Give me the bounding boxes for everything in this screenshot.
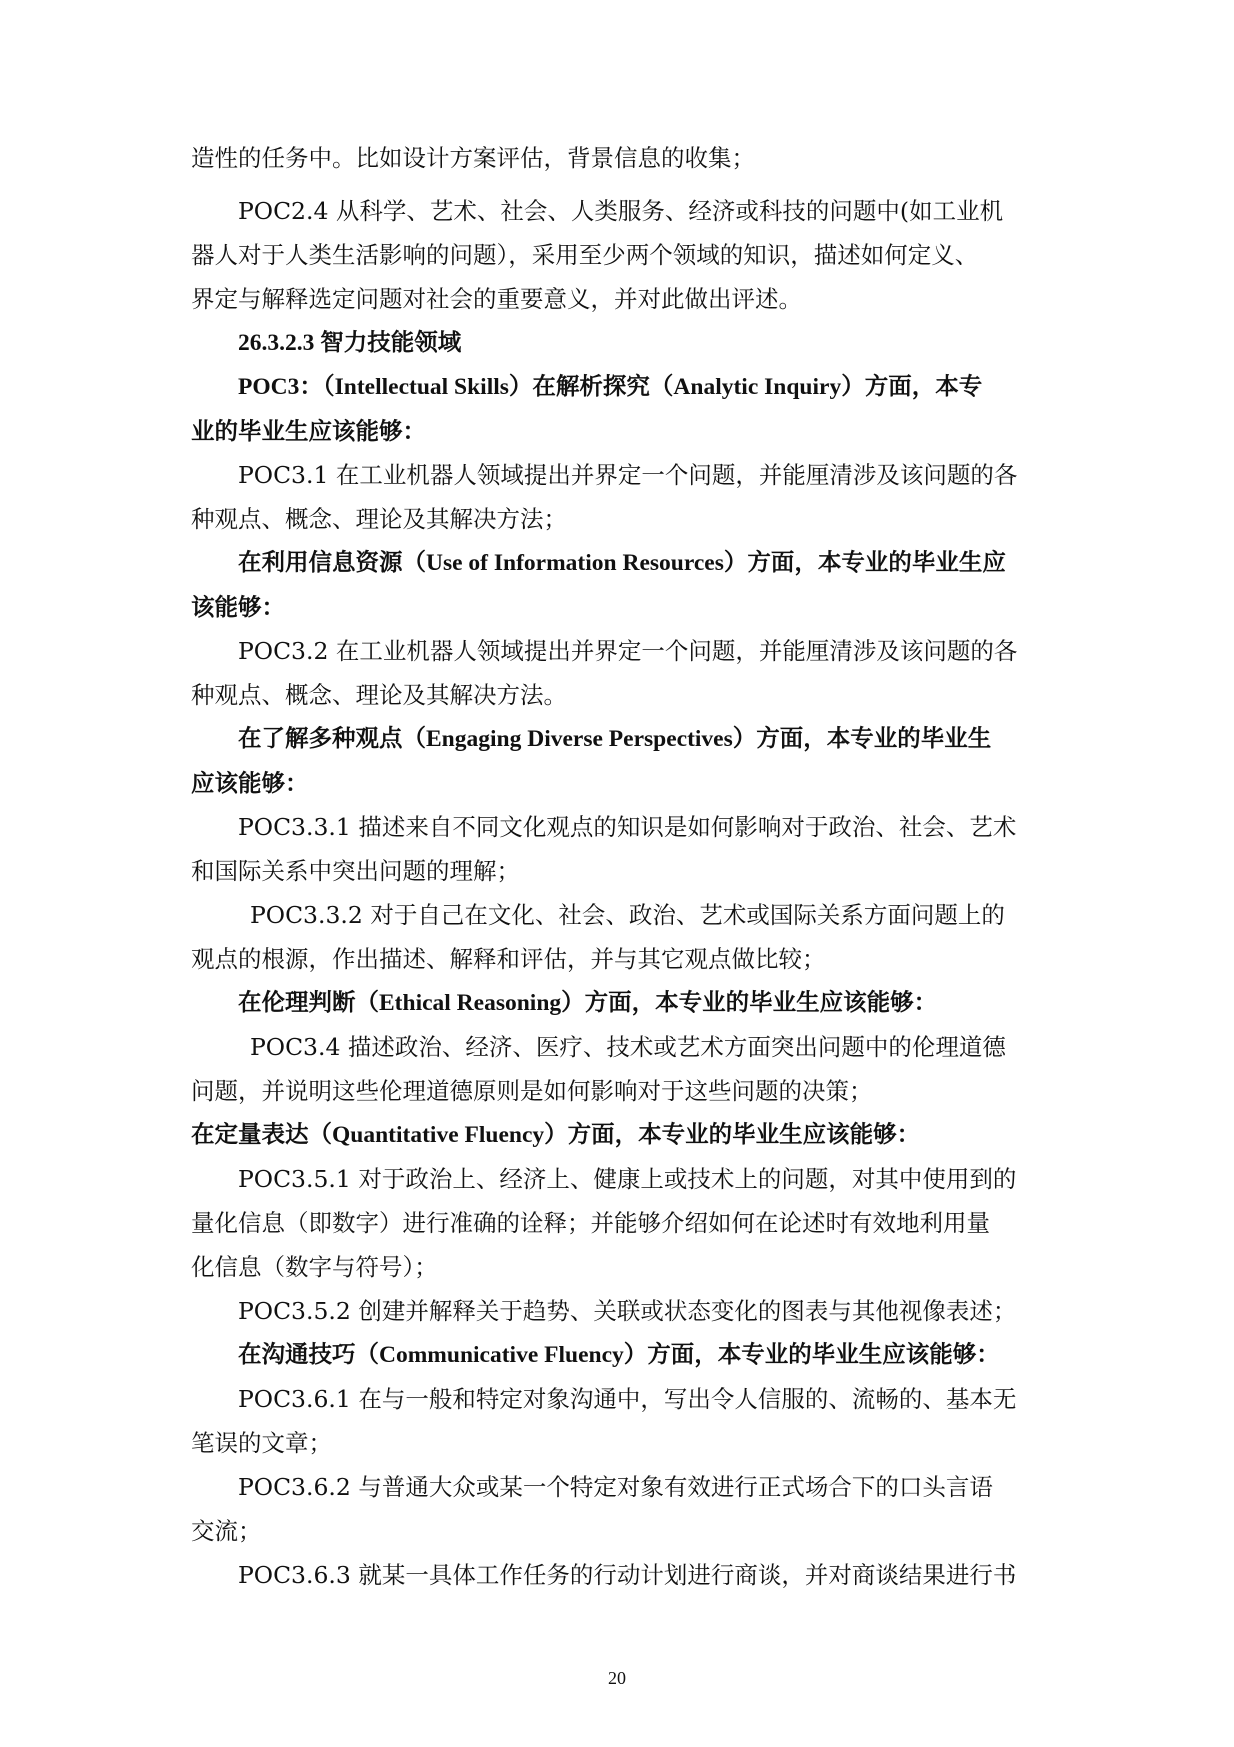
- text-line: POC3.1 在工业机器人领域提出并界定一个问题，并能厘清涉及该问题的各: [238, 461, 1018, 489]
- subheading: 在定量表达（Quantitative Fluency）方面，本专业的毕业生应该能够：: [191, 1122, 921, 1148]
- text-line: 交流；: [191, 1517, 262, 1545]
- subheading: POC3：（Intellectual Skills）在解析探究（Analytic Inquiry）方面，本专: [238, 374, 983, 400]
- text-line: 量化信息（即数字）进行准确的诠释；并能够介绍如何在论述时有效地利用量: [191, 1209, 990, 1237]
- subheading: 该能够：: [191, 593, 285, 621]
- text-line: 界定与解释选定问题对社会的重要意义，并对此做出评述。: [191, 285, 802, 313]
- subheading: 业的毕业生应该能够：: [191, 417, 426, 445]
- text-line: 造性的任务中。比如设计方案评估，背景信息的收集；: [191, 144, 755, 172]
- subheading: 在了解多种观点（Engaging Diverse Perspectives）方面，本专业的毕业生: [238, 726, 992, 752]
- text-line: 问题，并说明这些伦理道德原则是如何影响对于这些问题的决策；: [191, 1077, 873, 1105]
- subheading: 在沟通技巧（Communicative Fluency）方面，本专业的毕业生应该能够：: [238, 1342, 1000, 1368]
- subheading: 应该能够：: [191, 769, 309, 797]
- text-line: 种观点、概念、理论及其解决方法；: [191, 505, 567, 533]
- text-line: 笔误的文章；: [191, 1429, 332, 1457]
- text-line: POC3.4 描述政治、经济、医疗、技术或艺术方面突出问题中的伦理道德: [250, 1033, 1006, 1061]
- subheading: 在伦理判断（Ethical Reasoning）方面，本专业的毕业生应该能够：: [238, 990, 938, 1016]
- text-line: POC3.5.2 创建并解释关于趋势、关联或状态变化的图表与其他视像表述；: [238, 1297, 1017, 1325]
- subheading: 在利用信息资源（Use of Information Resources）方面，本专业的毕业生应: [238, 550, 1006, 576]
- text-line: 化信息（数字与符号）；: [191, 1253, 438, 1281]
- text-line: 观点的根源，作出描述、解释和评估，并与其它观点做比较；: [191, 945, 826, 973]
- text-line: POC3.6.3 就某一具体工作任务的行动计划进行商谈，并对商谈结果进行书: [238, 1561, 1017, 1589]
- text-line: POC2.4 从科学、艺术、社会、人类服务、经济或科技的问题中(如工业机: [238, 197, 1004, 225]
- text-line: POC3.6.1 在与一般和特定对象沟通中，写出令人信服的、流畅的、基本无: [238, 1385, 1017, 1413]
- text-line: 和国际关系中突出问题的理解；: [191, 857, 520, 885]
- text-line: POC3.2 在工业机器人领域提出并界定一个问题，并能厘清涉及该问题的各: [238, 637, 1018, 665]
- text-line: POC3.5.1 对于政治上、经济上、健康上或技术上的问题，对其中使用到的: [238, 1165, 1017, 1193]
- text-line: POC3.3.1 描述来自不同文化观点的知识是如何影响对于政治、社会、艺术: [238, 813, 1017, 841]
- text-line: 种观点、概念、理论及其解决方法。: [191, 681, 567, 709]
- text-line: 器人对于人类生活影响的问题），采用至少两个领域的知识，描述如何定义、: [191, 241, 979, 269]
- text-line: POC3.6.2 与普通大众或某一个特定对象有效进行正式场合下的口头言语: [238, 1473, 993, 1501]
- section-heading: 26.3.2.3 智力技能领域: [238, 330, 462, 356]
- page-number: 20: [608, 1668, 626, 1688]
- text-line: POC3.3.2 对于自己在文化、社会、政治、艺术或国际关系方面问题上的: [250, 901, 1005, 929]
